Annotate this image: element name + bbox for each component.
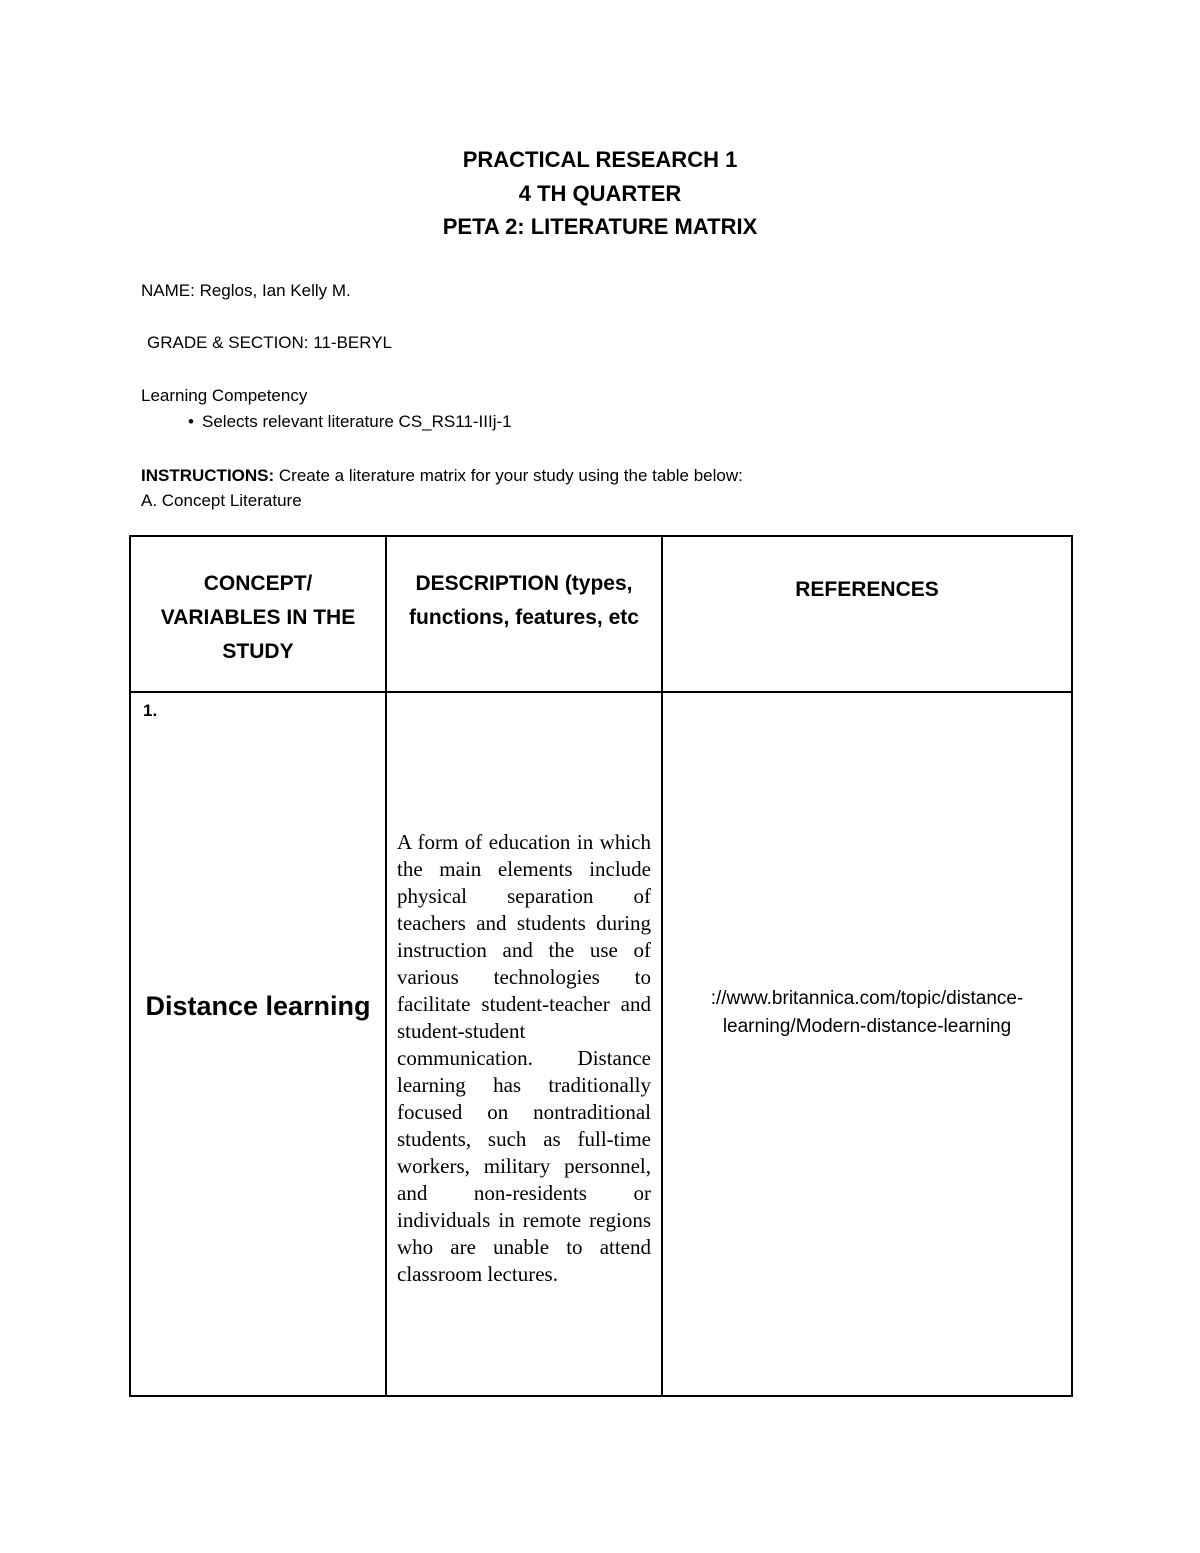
instructions-line <box>141 465 743 487</box>
grade-label: GRADE & SECTION: <box>147 333 309 352</box>
competency-item <box>188 411 512 433</box>
grade-value: 11-BERYL <box>313 333 393 352</box>
table-row <box>130 692 1072 1396</box>
concept-cell <box>130 692 386 1396</box>
header-description: DESCRIPTION (types, functions, features, etc <box>386 536 662 692</box>
task-title: PETA 2: LITERATURE MATRIX <box>442 214 758 239</box>
competency-text: Selects relevant literature CS_RS11-IIIj-1 <box>202 412 512 431</box>
document-title: PRACTICAL RESEARCH 1 <box>462 147 738 172</box>
student-name-line <box>141 280 351 302</box>
grade-section-line <box>147 332 392 354</box>
concept-name: Distance learning <box>145 991 371 1021</box>
table-header-row <box>130 536 1072 692</box>
header-references: REFERENCES <box>662 536 1072 692</box>
name-value: Reglos, Ian Kelly M. <box>199 281 351 300</box>
section-label: A. Concept Literature <box>141 491 302 510</box>
instructions-label: INSTRUCTIONS: <box>141 466 275 485</box>
name-label: NAME: <box>141 281 195 300</box>
reference-text: ://www.britannica.com/topic/distance-learning/Modern-distance-learning <box>710 988 1024 1037</box>
description-cell <box>386 692 662 1396</box>
bullet-icon: • <box>188 412 194 431</box>
reference-cell <box>662 692 1072 1396</box>
quarter-label: 4 TH QUARTER <box>518 181 682 206</box>
header-concept: CONCEPT/ VARIABLES IN THE STUDY <box>130 536 386 692</box>
competency-heading: Learning Competency <box>141 386 308 405</box>
description-text: A form of education in which the main elements include physical separation of teachers and students during instruction and the use of various technologies to facilitate student-teacher and student-student communication. Distance learning has traditionally focused on nontraditional students, such as full-time workers, military personnel, and non-residents or individuals in remote regions who are unable to attend classroom lectures. <box>397 830 651 1286</box>
row-number: 1. <box>143 701 158 720</box>
instructions-text: Create a literature matrix for your study using the table below: <box>278 466 743 485</box>
literature-matrix-table <box>129 535 1073 1397</box>
